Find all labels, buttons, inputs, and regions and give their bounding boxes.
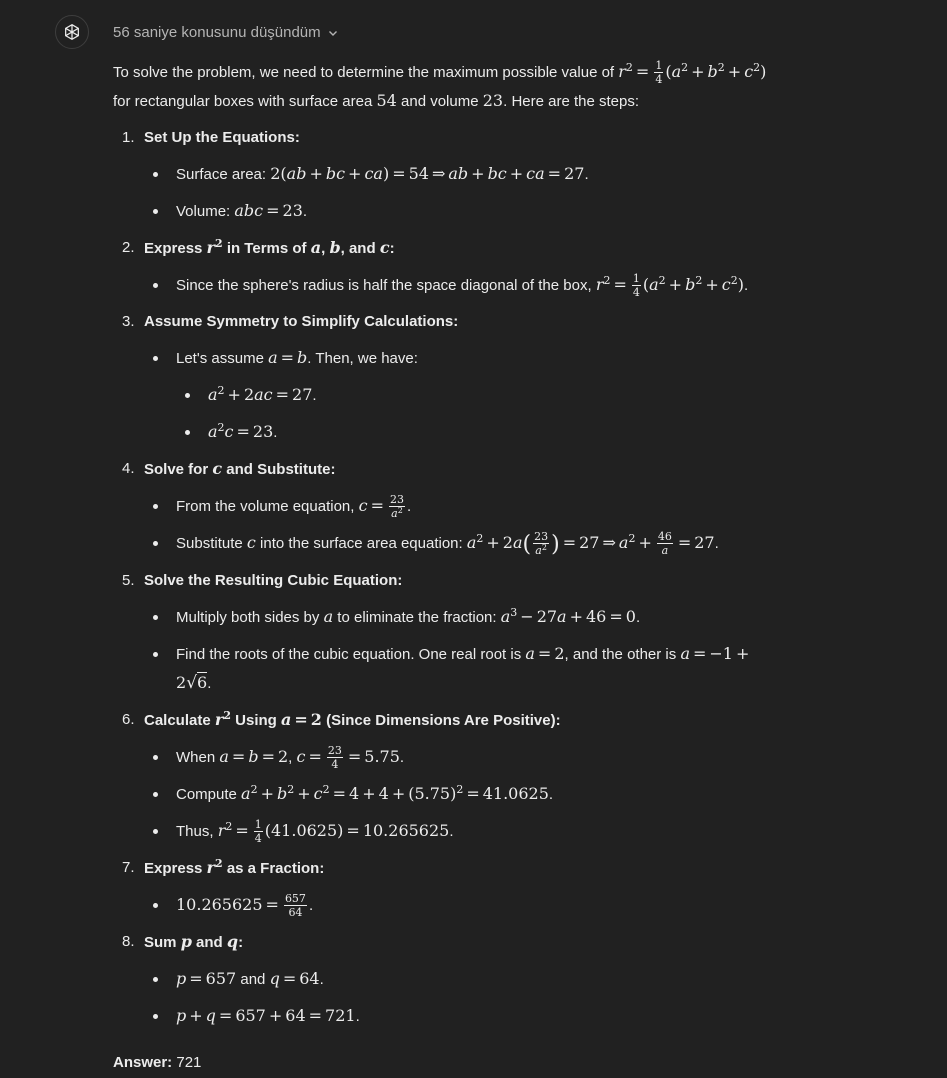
list-item: p + q = 657 + 64 = 721. <box>144 1002 833 1031</box>
list-item: Thus, $r^2$ = $\frac{1}{4}$ (41.0625) = 10.265625. <box>144 817 833 846</box>
step-8: 8. Sum p and q: p = 657 and q = 64. p + q = 657 + 64 = 721. <box>113 928 833 1031</box>
list-item: $a^2c = 23$. <box>144 418 833 447</box>
formula-r2: $r^2$ = $\frac{1}{4}$ $(a^2 + b^2 + c^2)$ <box>618 59 767 86</box>
step-4: 4. Solve for c and Substitute: From the volume equation, c = $\frac{23}{a^2}$ . Substitute c into the surface area equation: $a^2 + 2a$( $\frac{23}{a^2}$ ) = 27 ⇒ $a^2$ + $\frac{46}{a}$ = 27. <box>113 455 833 559</box>
list-item: Volume: abc = 23. <box>144 197 833 226</box>
list-item: 10.265625 = $\frac{657}{64}$ . <box>144 891 833 920</box>
thought-toggle[interactable] <box>113 24 339 41</box>
intro-paragraph: To solve the problem, we need to determine the maximum possible value of $r^2$ = $\frac{1}{4}$ $(a^2 + b^2 + c^2)$ for rectangular boxes with surface area 54 and volume 23. Here are the steps: <box>113 59 767 110</box>
step-1: 1. Set Up the Equations: Surface area: 2(ab + bc + ca) = 54 ⇒ ab + bc + ca = 27. Volume: abc = 23. <box>113 124 833 226</box>
list-item: Find the roots of the cubic equation. One real root is a = 2, and the other is a = −1 + 2√6. <box>144 640 833 698</box>
steps-list <box>113 124 833 1031</box>
step-3: 3. Assume Symmetry to Simplify Calculations: Let's assume a = b. Then, we have: $a^2 + 2ac = 27$. $a^2c = 23$. <box>113 308 833 447</box>
step-7: 7. Express $r^2$ as a Fraction: 10.265625 = $\frac{657}{64}$ . <box>113 854 833 920</box>
thought-label: 56 saniye konusunu düşündüm <box>113 24 321 41</box>
final-answer: Answer: 721 <box>113 1054 202 1071</box>
list-item: p = 657 and q = 64. <box>144 965 833 994</box>
list-item: Multiply both sides by a to eliminate the fraction: $a^3 - 27a + 46 = 0$. <box>144 603 833 632</box>
list-item: Compute $a^2 + b^2 + c^2 = 4 + 4 + (5.75)^2 = 41.0625$. <box>144 780 833 809</box>
step-5: 5. Solve the Resulting Cubic Equation: Multiply both sides by a to eliminate the fraction: $a^3 - 27a + 46 = 0$. Find the roots of the cubic equation. One real root is a = 2, and the other is a = −1 + 2√6. <box>113 567 833 698</box>
list-item: Let's assume a = b. Then, we have: <box>144 344 833 373</box>
openai-logo-icon <box>62 22 82 42</box>
list-item: Substitute c into the surface area equation: $a^2 + 2a$( $\frac{23}{a^2}$ ) = 27 ⇒ $a^2$ + $\frac{46}{a}$ = 27. <box>144 529 833 559</box>
list-item: From the volume equation, c = $\frac{23}{a^2}$ . <box>144 492 833 521</box>
step-6: 6. Calculate $r^2$ Using a = 2 (Since Dimensions Are Positive): When a = b = 2, c = $\frac{23}{4}$ = 5.75. Compute $a^2 + b^2 + c^2 = 4 + 4 + (5.75)^2 = 41.0625$. Thus, $r^2$ = $\frac{1}{4}$ (41.0625) = 10.265625. <box>113 706 833 846</box>
assistant-message <box>113 58 833 1077</box>
list-item: $a^2 + 2ac = 27$. <box>144 381 833 410</box>
list-item: Surface area: 2(ab + bc + ca) = 54 ⇒ ab + bc + ca = 27. <box>144 160 833 189</box>
assistant-avatar <box>55 15 89 49</box>
chevron-down-icon <box>327 27 339 39</box>
list-item: Since the sphere's radius is half the space diagonal of the box, $r^2$ = $\frac{1}{4}$ $(a^2 + b^2 + c^2)$. <box>144 271 833 300</box>
step-2: 2. Express $r^2$ in Terms of a, b, and c: Since the sphere's radius is half the space diagonal of the box, $r^2$ = $\frac{1}{4}$ $(a^2 + b^2 + c^2)$. <box>113 234 833 300</box>
list-item: When a = b = 2, c = $\frac{23}{4}$ = 5.75. <box>144 743 833 772</box>
